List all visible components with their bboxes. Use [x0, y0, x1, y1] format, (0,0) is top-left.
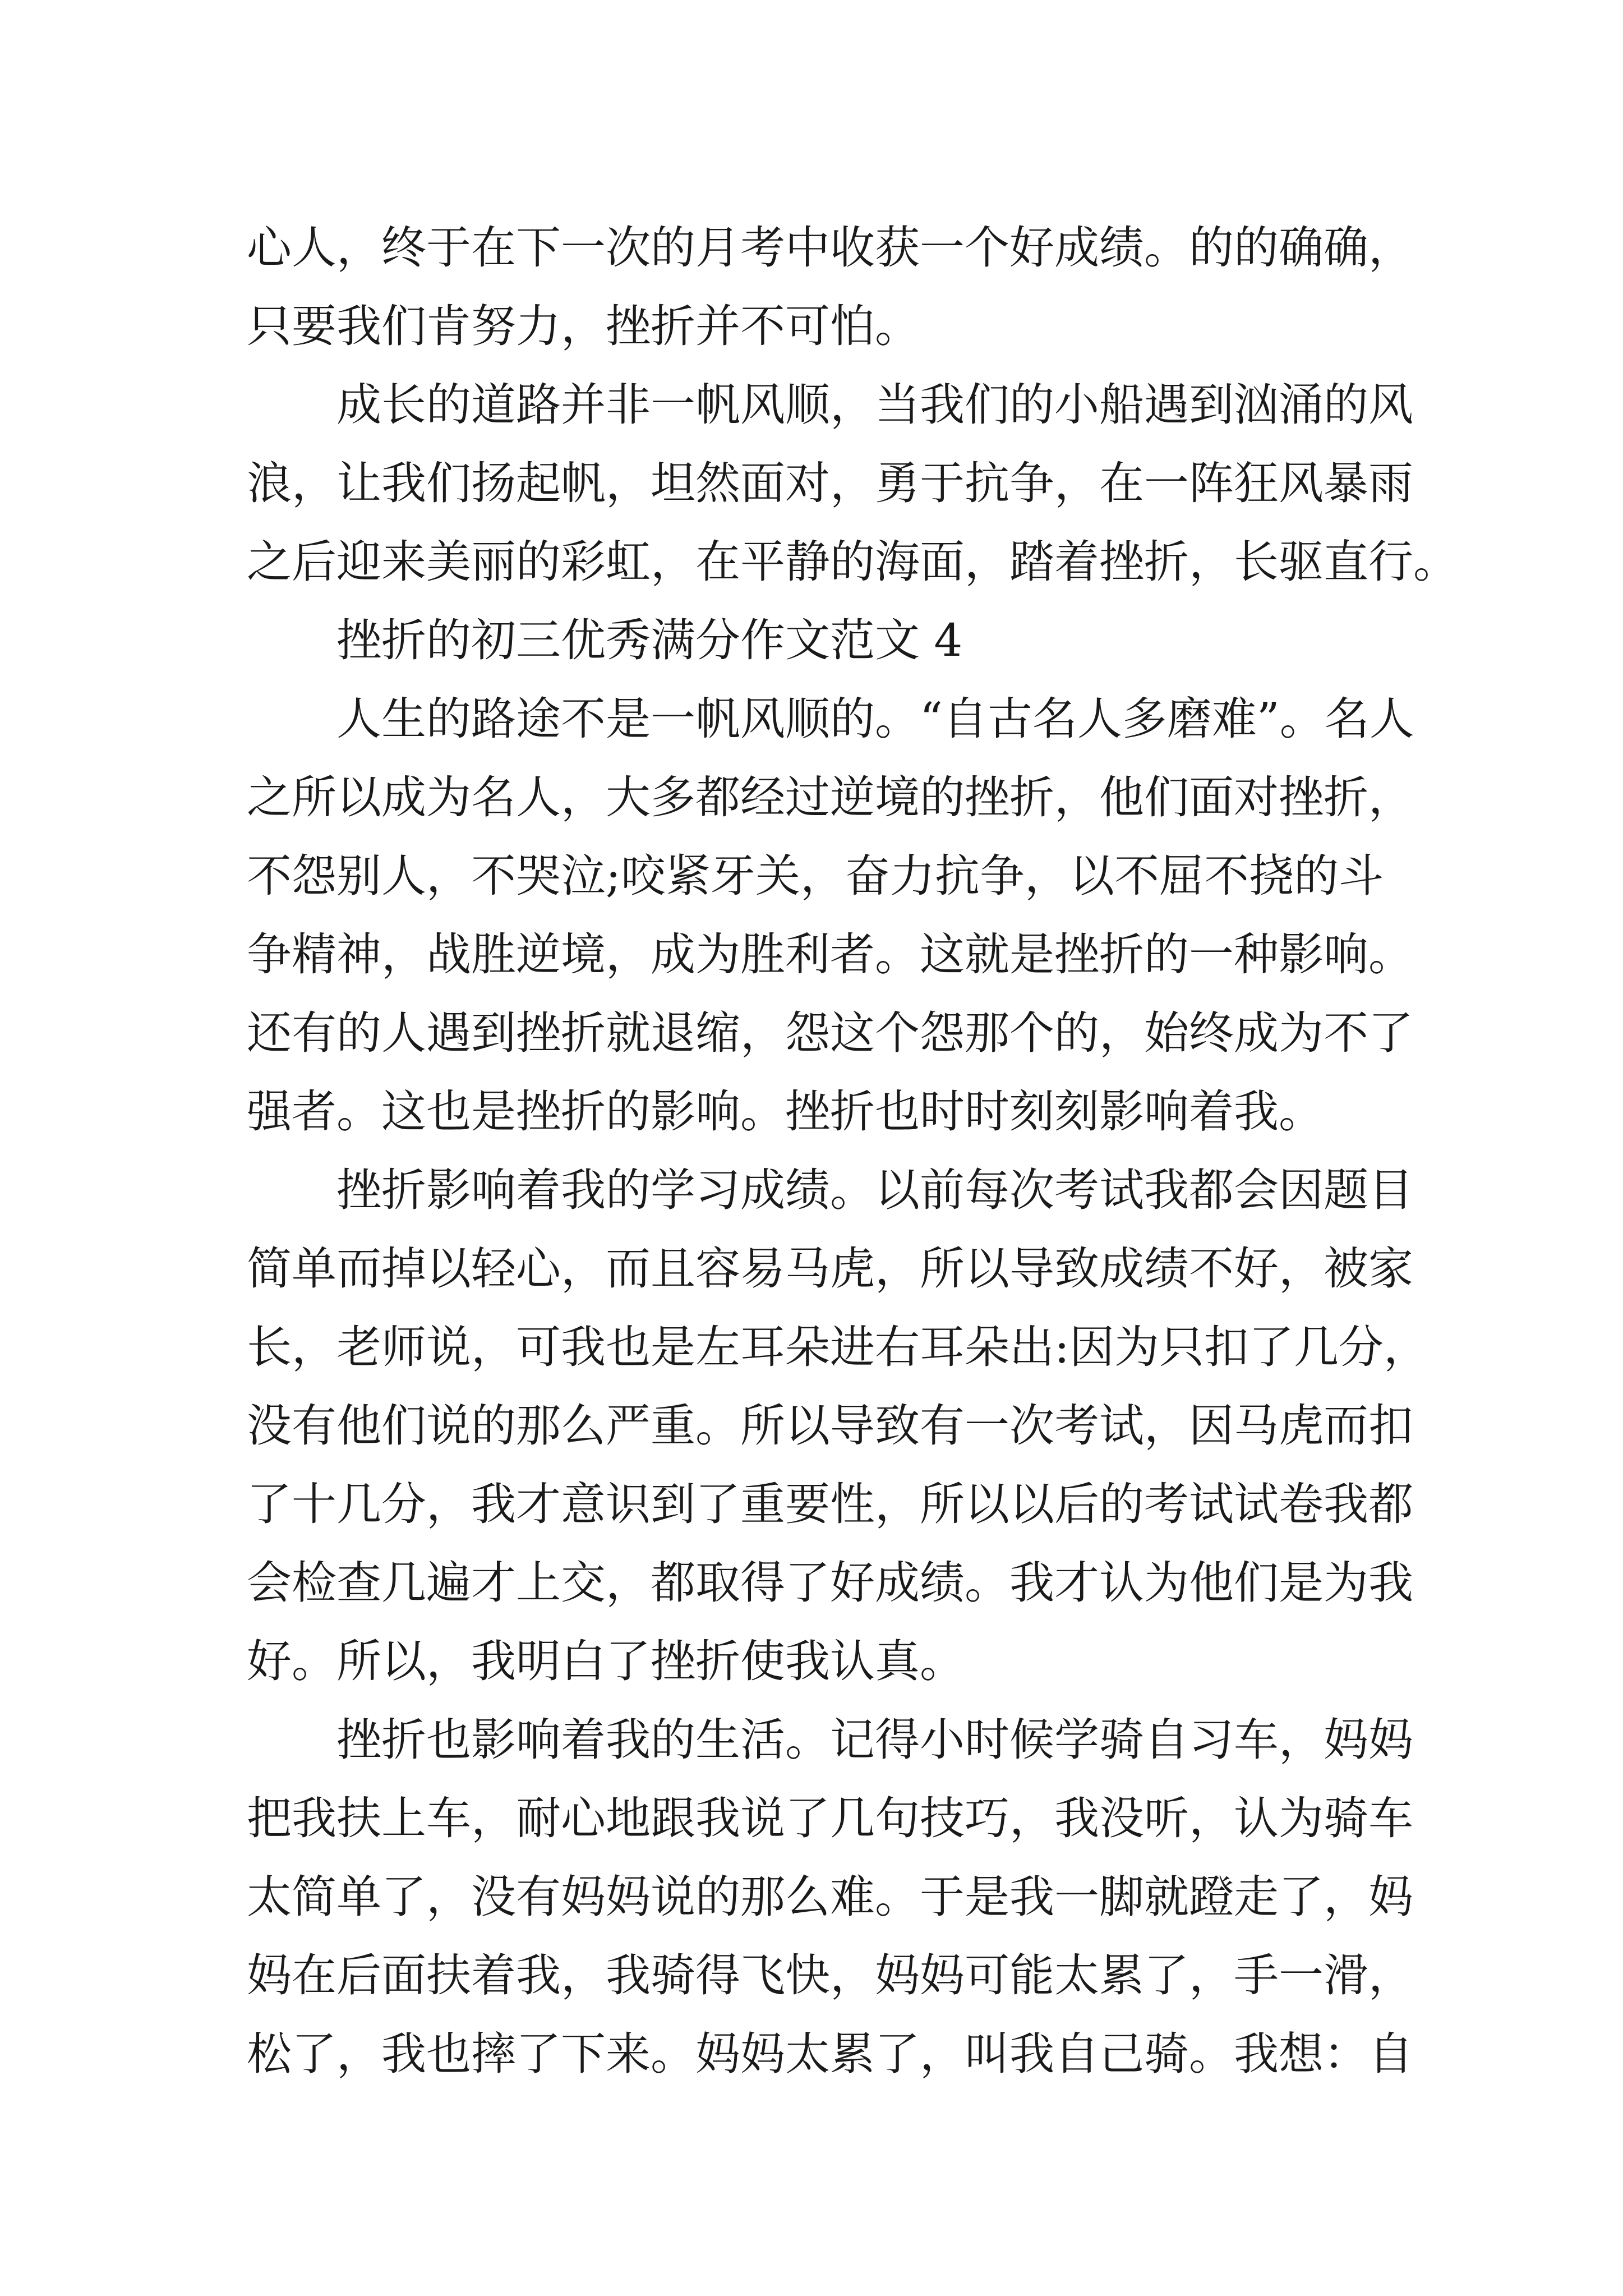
text-line: 会检查几遍才上交，都取得了好成绩。我才认为他们是为我	[247, 1557, 1413, 1609]
text-line: 了十几分，我才意识到了重要性，所以以后的考试试卷我都	[247, 1478, 1413, 1530]
text-line: 心人，终于在下一次的月考中收获一个好成绩。的的确确，	[247, 222, 1413, 274]
text-line: 浪，让我们扬起帆，坦然面对，勇于抗争，在一阵狂风暴雨	[247, 457, 1413, 509]
section-heading: 挫折的初三优秀满分作文范文 4	[336, 614, 963, 666]
paragraph-start-line: 人生的路途不是一帆风顺的。“自古名人多磨难”。名人	[336, 693, 1414, 745]
text-line: 不怨别人，不哭泣;咬紧牙关，奋力抗争，以不屈不挠的斗	[247, 850, 1384, 902]
text-line: 长，老师说，可我也是左耳朵进右耳朵出:因为只扣了几分，	[247, 1321, 1428, 1373]
text-line: 把我扶上车，耐心地跟我说了几句技巧，我没听，认为骑车	[247, 1792, 1413, 1844]
text-line: 没有他们说的那么严重。所以导致有一次考试，因马虎而扣	[247, 1400, 1413, 1452]
paragraph-start-line: 成长的道路并非一帆风顺，当我们的小船遇到汹涌的风	[336, 379, 1413, 431]
text-line: 争精神，战胜逆境，成为胜利者。这就是挫折的一种影响。	[247, 928, 1413, 981]
text-line: 好。所以，我明白了挫折使我认真。	[247, 1635, 965, 1687]
text-line: 松了，我也摔了下来。妈妈太累了，叫我自己骑。我想：自	[247, 2028, 1413, 2080]
text-line: 太简单了，没有妈妈说的那么难。于是我一脚就蹬走了，妈	[247, 1871, 1413, 1923]
text-line: 只要我们肯努力，挫折并不可怕。	[247, 300, 920, 352]
paragraph-start-line: 挫折也影响着我的生活。记得小时候学骑自习车，妈妈	[336, 1714, 1413, 1766]
text-line: 还有的人遇到挫折就退缩，怨这个怨那个的，始终成为不了	[247, 1007, 1413, 1059]
text-line: 妈在后面扶着我，我骑得飞快，妈妈可能太累了，手一滑，	[247, 1949, 1413, 2001]
text-line: 之所以成为名人，大多都经过逆境的挫折，他们面对挫折，	[247, 771, 1413, 823]
text-line: 之后迎来美丽的彩虹，在平静的海面，踏着挫折，长驱直行。	[247, 536, 1458, 588]
paragraph-start-line: 挫折影响着我的学习成绩。以前每次考试我都会因题目	[336, 1164, 1413, 1216]
text-line: 简单而掉以轻心，而且容易马虎，所以导致成绩不好，被家	[247, 1243, 1413, 1295]
text-line: 强者。这也是挫折的影响。挫折也时时刻刻影响着我。	[247, 1085, 1324, 1138]
